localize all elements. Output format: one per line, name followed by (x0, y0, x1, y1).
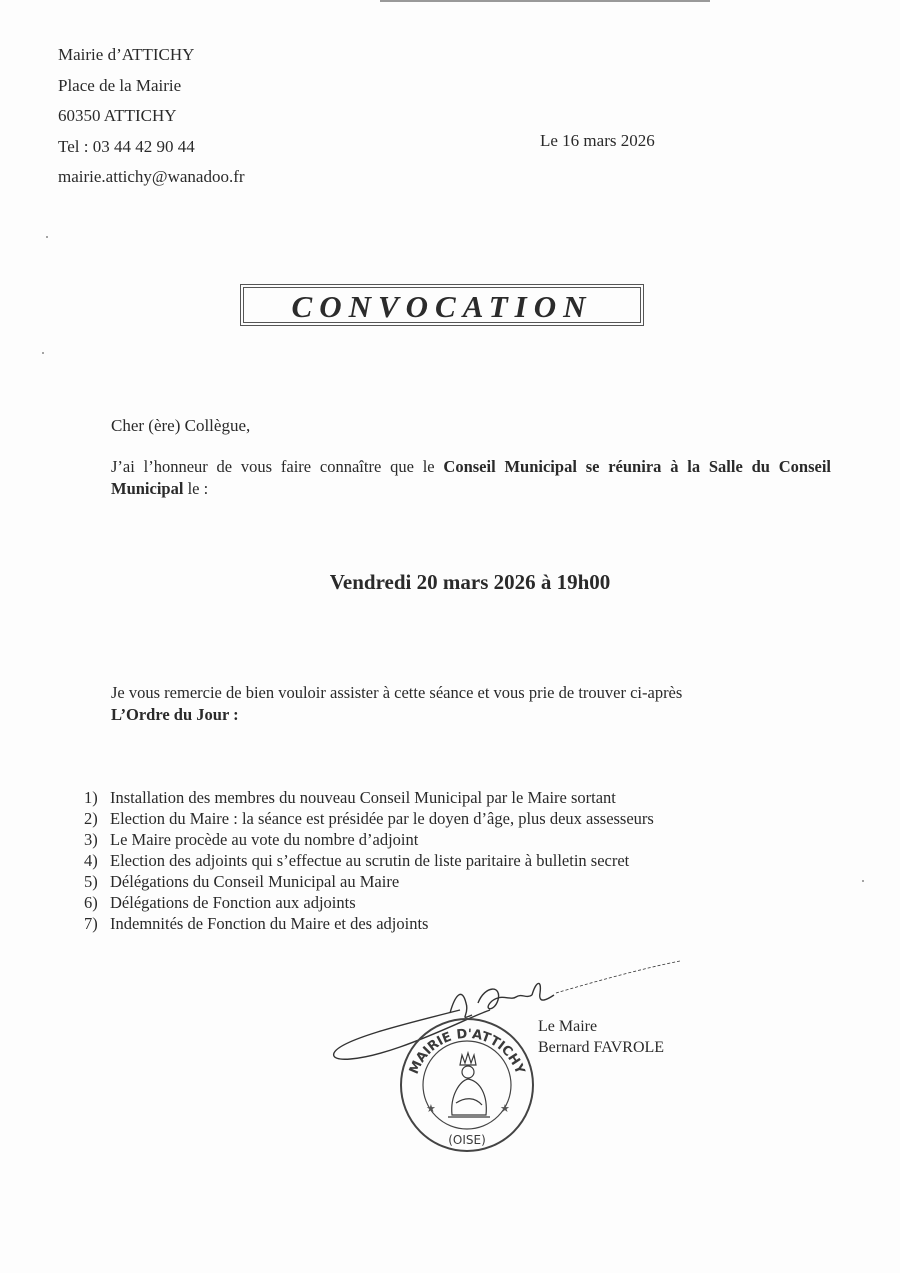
list-item-text: Le Maire procède au vote du nombre d’adjoint (110, 830, 419, 849)
list-item-number: 5) (84, 872, 98, 891)
closing-text: Je vous remercie de bien vouloir assister à cette séance et vous prie de trouver ci-après (111, 683, 683, 702)
sender-address (58, 40, 245, 193)
sender-phone: Tel : 03 44 42 90 44 (58, 136, 195, 156)
list-item (84, 829, 654, 850)
intro-text-before: J’ai l’honneur de vous faire connaître que le (111, 457, 444, 476)
list-item-text: Délégations du Conseil Municipal au Maire (110, 872, 400, 891)
seal-top-text: MAIRIE D'ATTICHY (406, 1026, 528, 1077)
sender-city: 60350 ATTICHY (58, 106, 177, 125)
list-item (84, 871, 654, 892)
scan-speck (42, 352, 44, 354)
list-item-text: Délégations de Fonction aux adjoints (110, 893, 356, 912)
agenda-list (84, 787, 654, 934)
sender-street: Place de la Mairie (58, 75, 182, 95)
signature-and-seal (320, 955, 690, 1165)
list-item (84, 808, 654, 829)
municipal-seal (401, 1019, 533, 1151)
title-box (240, 284, 644, 326)
list-item (84, 913, 654, 934)
intro-text-bold: Conseil Municipal se réunira à la Salle du Conseil Municipal (111, 457, 831, 498)
list-item-number: 1) (84, 788, 98, 807)
list-item (84, 787, 654, 808)
list-item-text: Installation des membres du nouveau Conseil Municipal par le Maire sortant (110, 788, 616, 807)
top-border-line (380, 0, 710, 2)
star-icon: ★ (426, 1103, 436, 1115)
list-item (84, 892, 654, 913)
sender-email: mairie.attichy@wanadoo.fr (58, 167, 245, 186)
list-item-number: 4) (84, 851, 98, 870)
sender-name: Mairie d’ATTICHY (58, 45, 195, 64)
seal-emblem-figure (448, 1053, 490, 1117)
scan-speck (862, 880, 864, 882)
agenda-heading-colon: : (228, 705, 239, 724)
signature-block (538, 1016, 664, 1058)
letter-date: Le 16 mars 2026 (540, 131, 655, 150)
agenda-heading: L’Ordre du Jour (111, 705, 229, 724)
list-item-number: 6) (84, 893, 98, 912)
seal-bottom-text: (OISE) (448, 1133, 486, 1147)
list-item-text: Election des adjoints qui s’effectue au scrutin de liste paritaire à bulletin secret (110, 851, 630, 870)
signatory-name: Bernard FAVROLE (538, 1039, 665, 1056)
signatory-role: Le Maire (538, 1018, 598, 1035)
list-item-number: 3) (84, 830, 98, 849)
list-item-text: Election du Maire : la séance est présidée par le doyen d’âge, plus deux assesseurs (110, 809, 654, 828)
list-item-number: 2) (84, 809, 98, 828)
meeting-datetime: Vendredi 20 mars 2026 à 19h00 (329, 570, 611, 594)
document-title: CONVOCATION (291, 289, 593, 324)
closing-paragraph (111, 682, 682, 726)
star-icon: ★ (500, 1103, 510, 1115)
list-item-text: Indemnités de Fonction du Maire et des adjoints (110, 914, 429, 933)
scan-speck (46, 236, 48, 238)
intro-text-after: le : (183, 479, 209, 498)
list-item (84, 850, 654, 871)
intro-paragraph (111, 456, 831, 500)
greeting: Cher (ère) Collègue, (111, 416, 251, 435)
list-item-number: 7) (84, 914, 98, 933)
